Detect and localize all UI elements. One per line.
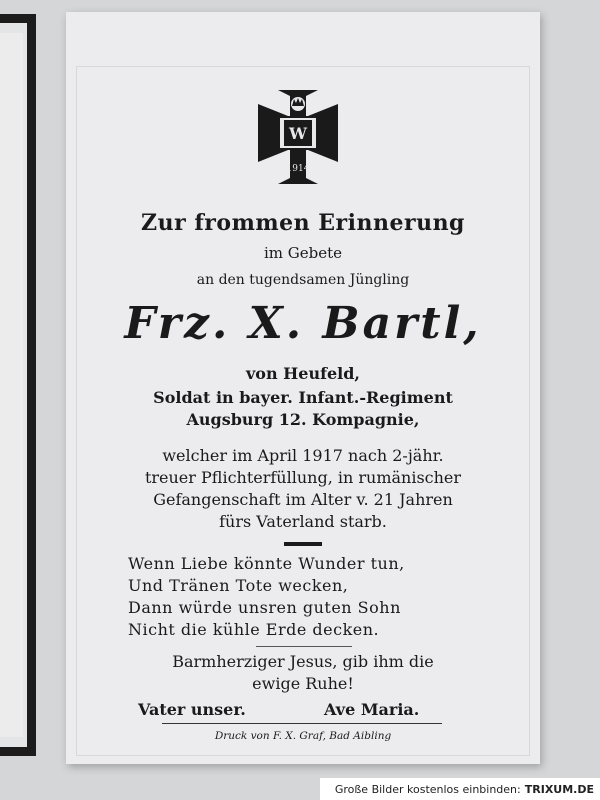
prayer-left: Vater unser. (138, 700, 246, 719)
adjacent-card-edge (0, 14, 36, 756)
poem-line: Dann würde unsren guten Sohn (128, 598, 401, 617)
prayer-right: Ave Maria. (324, 700, 420, 719)
watermark-text: Große Bilder kostenlos einbinden: (334, 782, 521, 796)
poem-line: Und Tränen Tote wecken, (128, 576, 349, 595)
line-dedication: an den tugendsamen Jüngling (196, 272, 410, 288)
unit-line-1: Soldat in bayer. Infant.-Regiment (153, 388, 453, 407)
closing-line: Barmherziger Jesus, gib ihm die (172, 652, 434, 671)
watermark-banner (320, 778, 600, 800)
watermark-site: TRIXUM.DE (524, 782, 594, 796)
emblem-year: 1914 (286, 164, 310, 174)
poem-line: Nicht die kühle Erde decken. (128, 620, 380, 639)
emblem-monogram: W (289, 124, 307, 143)
card-title: Zur frommen Erinnerung (141, 210, 465, 236)
text-line: treuer Pflichterfüllung, in rumänischer (144, 468, 462, 487)
unit-line-2: Augsburg 12. Kompagnie, (186, 410, 420, 429)
poem-line: Wenn Liebe könnte Wunder tun, (128, 554, 405, 573)
text-line: Gefangenschaft im Alter v. 21 Jahren (153, 490, 453, 509)
text-line: fürs Vaterland starb. (219, 512, 387, 531)
divider (284, 542, 322, 546)
origin-line: von Heufeld, (246, 364, 360, 383)
text-line: welcher im April 1917 nach 2-jähr. (162, 446, 444, 465)
printer-rule (162, 723, 442, 724)
deceased-name: Frz. X. Bartl, (124, 298, 482, 349)
iron-cross-icon (250, 82, 346, 192)
closing-line: ewige Ruhe! (252, 674, 354, 693)
memorial-card (66, 12, 540, 764)
line-prayer: im Gebete (263, 244, 343, 262)
printer-imprint: Druck von F. X. Graf, Bad Aibling (214, 730, 392, 742)
divider-thin (256, 646, 352, 647)
